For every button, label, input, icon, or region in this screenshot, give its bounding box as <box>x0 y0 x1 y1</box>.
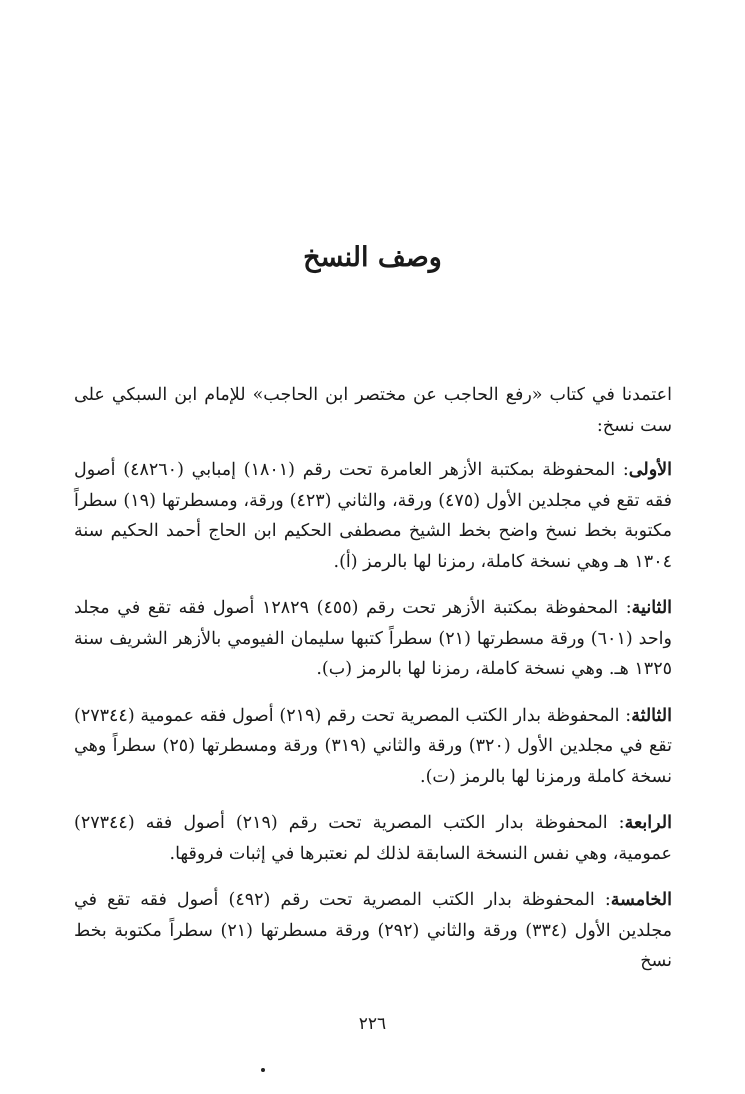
section-text: : المحفوظة بمكتبة الأزهر تحت رقم (٤٥٥) ١٢٨٢٩ أصول فقه تقع في مجلد واحد (٦٠١) ورقة مسطرتها (٢١) سطراً كتبها سليمان الفيومي بالأزهر الشريف سنة ١٣٢٥ هـ. وهي نسخة كاملة، رمزنا لها بالرمز (ب). <box>74 598 672 679</box>
section-label: الأولى <box>628 460 672 480</box>
section-text: : المحفوظة بدار الكتب المصرية تحت رقم (٤٩٢) أصول فقه تقع في مجلدين الأول (٣٣٤) ورقة والثاني (٢٩٢) ورقة مسطرتها (٢١) سطراً مكتوبة بخط نسخ <box>74 890 672 971</box>
section-third <box>74 701 672 793</box>
section-label: الثالثة <box>631 705 672 726</box>
section-second <box>74 593 672 685</box>
section-text: : المحفوظة بمكتبة الأزهر العامرة تحت رقم (١٨٠١) إمبابي (٤٨٢٦٠) أصول فقه تقع في مجلدين الأول (٤٧٥) ورقة، والثاني (٤٢٣) ورقة، ومسطرتها (١٩) سطراً مكتوبة بخط نسخ واضح بخط الشيخ مصطفى الحكيم ابن الحاج أحمد الحكيم سنة ١٣٠٤ هـ وهي نسخة كاملة، رمزنا لها بالرمز (أ). <box>74 460 672 572</box>
intro-paragraph: اعتمدنا في كتاب «رفع الحاجب عن مختصر ابن الحاجب» للإمام ابن السبكي على ست نسخ: <box>74 385 672 436</box>
section-first <box>74 455 672 577</box>
section-fourth <box>74 808 672 869</box>
section-label: الرابعة <box>624 813 672 833</box>
page-number: ٢٢٦ <box>358 1014 387 1034</box>
page-title: وصف النسخ <box>303 242 442 273</box>
section-label: الثانية <box>631 598 673 618</box>
ink-speck <box>261 1068 265 1072</box>
section-label: الخامسة <box>610 890 672 910</box>
section-text: : المحفوظة بدار الكتب المصرية تحت رقم (٢١٩) أصول فقه عمومية (٢٧٣٤٤) تقع في مجلدين الأول (٣٢٠) ورقة والثاني (٣١٩) ورقة ومسطرتها (٢٥) سطراً وهي نسخة كاملة ورمزنا لها بالرمز (ت). <box>74 705 672 787</box>
page-body <box>74 380 672 993</box>
section-text: : المحفوظة بدار الكتب المصرية تحت رقم (٢١٩) أصول فقه (٢٧٣٤٤) عمومية، وهي نفس النسخة السابقة لذلك لم نعتبرها في إثبات فروقها. <box>74 813 672 864</box>
section-fifth <box>74 885 672 977</box>
